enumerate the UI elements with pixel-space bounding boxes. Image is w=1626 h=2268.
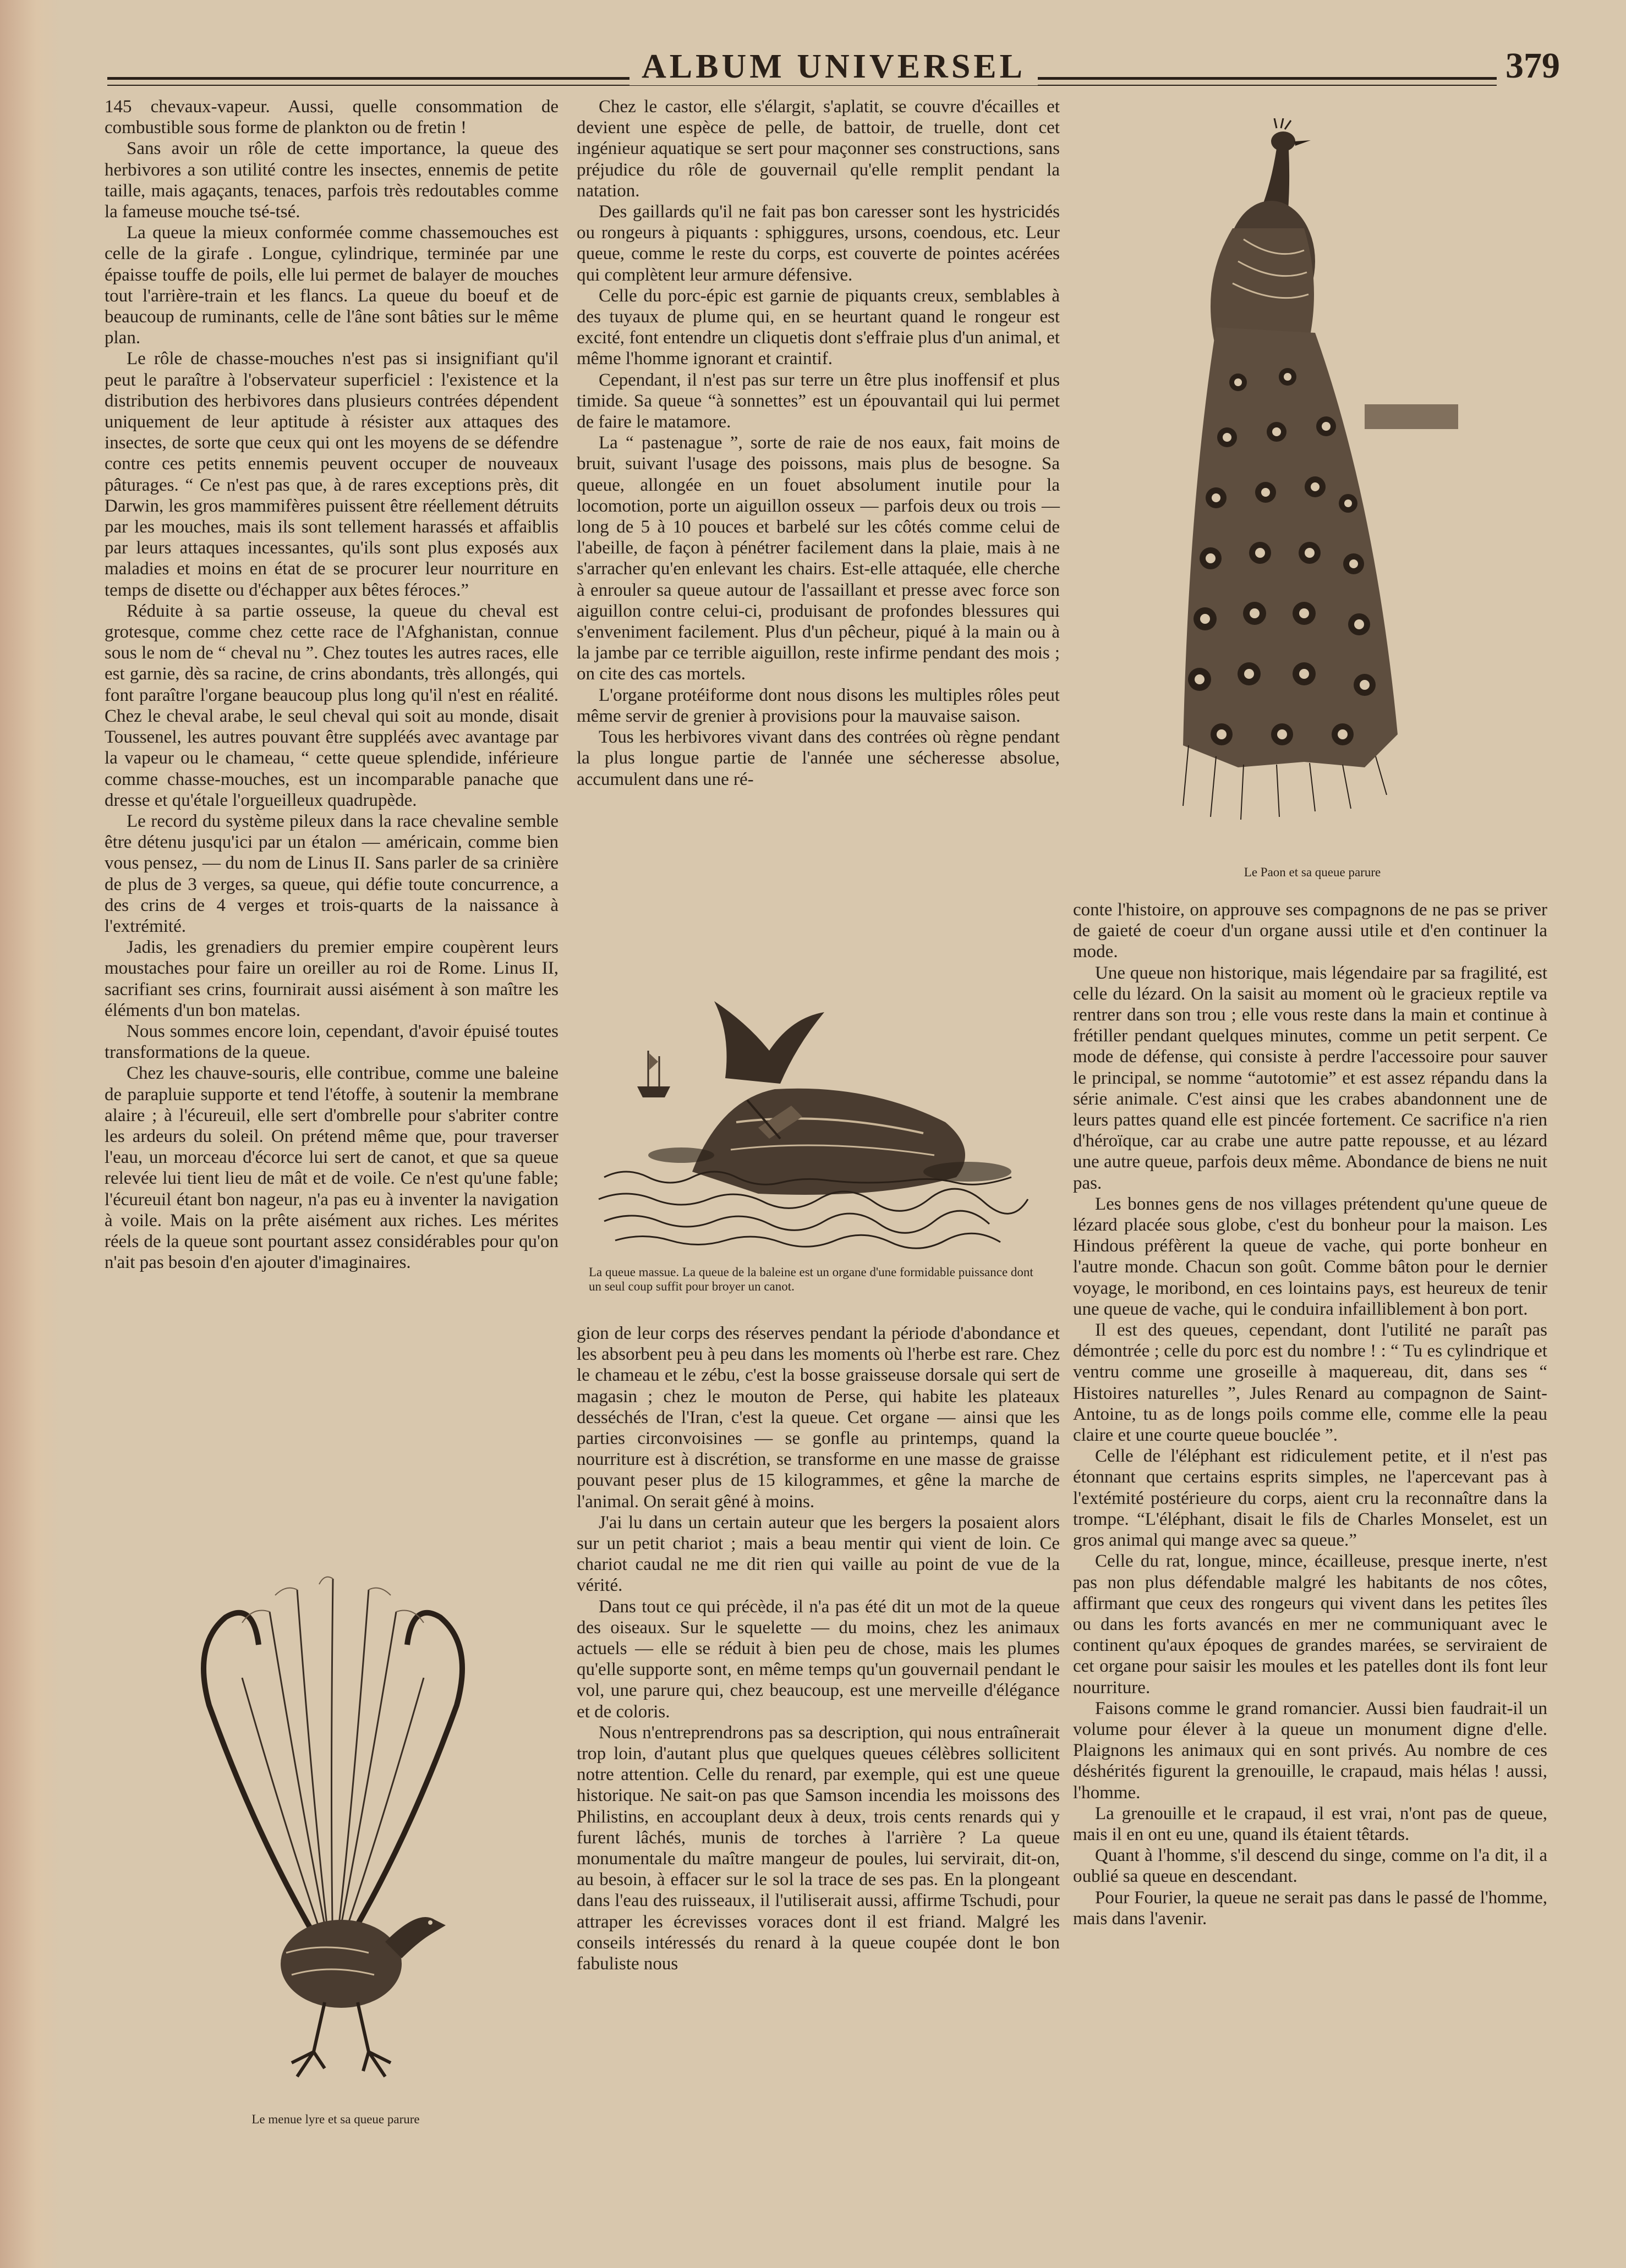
paragraph: Une queue non historique, mais légendaire par sa fragilité, est celle du lézard. On la saisit au moment où le gracieux reptile va rentrer dans son trou ; elle vous reste dans la main et continue à frétiller pendant quelques minutes, comme un petit serpent. Ce mode de défense, qui consiste à perdre l'accessoire pour sauver le principal, se nomme “autotomie” et est assez répandu dans la série animale. C'est ainsi que les crabes abandonnent une de leurs pattes quand elle est pincée fortement. Ce sacrifice n'a rien d'héroïque, car au crabe une autre patte repousse, et au lézard une autre queue, parfois deux même. Abondance de biens ne nuit pas. <box>1073 963 1547 1193</box>
text-column-left <box>105 96 559 1273</box>
paragraph: Faisons comme le grand romancier. Aussi bien faudrait-il un volume pour élever à la queue un monument digne d'elle. Plaignons les animaux qui en sont privés. Au nombre de ces déshérités figurent la grenouille, le crapaud, mais hélas ! aussi, l'homme. <box>1073 1698 1547 1803</box>
paragraph: Cependant, il n'est pas sur terre un être plus inoffensif et plus timide. Sa queue “à sonnettes” est un épouvantail qui lui permet de faire le matamore. <box>577 370 1060 432</box>
lyrebird-illustration <box>160 1568 512 2085</box>
paragraph: Nous n'entreprendrons pas sa description, qui nous entraînerait trop loin, d'autant plus que quelques queues célèbres sollicitent notre attention. Celle du renard, par exemple, qui est une queue historique. Ne sait-on pas que Samson incendia les moissons des Philistins, en accouplant deux à deux, trois cents renards qui y furent lâchés, munis de torches à l'arrière ? La queue monumentale du maître mangeur de poules, lui servirait, dit-on, au besoin, à effacer sur le sol la trace de ses pas. En la plongeant dans l'eau des ruisseaux, il l'utiliserait aussi, affirme Tschudi, pour attraper les écrevisses voraces dont il est friand. Malgré les conseils intéressés du renard à la queue coupée dont le bon fabuliste nous <box>577 1722 1060 1974</box>
paragraph: 145 chevaux-vapeur. Aussi, quelle consommation de combustible sous forme de plankton ou de fretin ! <box>105 97 559 138</box>
paragraph: Chez le castor, elle s'élargit, s'aplatit, se couvre d'écailles et devient une espèce de pelle, de battoir, de truelle, dont cet ingénieur aquatique se sert pour maçonner ses constructions, sans préjudice du rôle de gouvernail qu'elle remplit pendant la natation. <box>577 97 1060 201</box>
paragraph: Les bonnes gens de nos villages prétendent qu'une queue de lézard placée sous globe, c'est du bonheur pour la maison. Les Hindous préfèrent la queue de vache, qui porte bonheur en l'autre monde. Chacun son goût. Comme bâton pour le dernier voyage, le moribond, en ces lointains pays, est heureux de tenir une queue de vache, qui le conduira infailliblement à bon port. <box>1073 1194 1547 1319</box>
paragraph: conte l'histoire, on approuve ses compagnons de ne pas se priver de gaieté de coeur d'un organe aussi utile et d'en continuer la mode. <box>1073 900 1547 962</box>
paragraph: La grenouille et le crapaud, il est vrai, n'ont pas de queue, mais il en ont eu une, quand ils étaient têtards. <box>1073 1803 1547 1844</box>
paragraph: Pour Fourier, la queue ne serait pas dans le passé de l'homme, mais dans l'avenir. <box>1073 1887 1547 1929</box>
paragraph: Il est des queues, cependant, dont l'utilité ne paraît pas démontrée ; celle du porc est du nombre ! : “ Tu es cylindrique et ventru comme une groseille à maquereau, dit, dans ses “ Histoires naturelles ”, Jules Renard au compagnon de Saint-Antoine, tu as de longs poils comme elle, comme elle la peau claire et une courte queue bouclée ”. <box>1073 1320 1547 1446</box>
whale-illustration <box>593 990 1033 1254</box>
whale-caption: La queue massue. La queue de la baleine est un organe d'une formidable puissance dont un seul coup suffit pour broyer un canot. <box>589 1265 1033 1293</box>
paragraph: Chez les chauve-souris, elle contribue, comme une baleine de parapluie supporte et tend l'étoffe, à soutenir la membrane alaire ; à l'écureuil, elle sert d'ombrelle pour s'abriter contre les ardeurs du soleil. On prétend même que, pour traverser l'eau, un morceau d'écorce lui sert de canot, et que sa queue relevée lui tient lieu de mât et de voile. Ce n'est qu'une fable; l'écureuil étant bon nageur, n'a pas eu à inventer la navigation à voile. Mais on la prête aisément aux riches. Les mérites réels de la queue sont pourtant assez considérables pour qu'on n'ait pas besoin d'en ajouter d'imaginaires. <box>105 1063 559 1273</box>
journal-title: ALBUM UNIVERSEL <box>107 47 1560 86</box>
paragraph: Le record du système pileux dans la race chevaline semble être détenu jusqu'ici par un étalon — américain, comme bien vous pensez, — du nom de Linus II. Sans parler de sa crinière de plus de 3 verges, sa queue, qui défie toute concurrence, a des crins de 4 verges et trois-quarts de la naissance à l'extrémité. <box>105 811 559 936</box>
peacock-illustration <box>1167 118 1458 822</box>
paragraph: Celle du rat, longue, mince, écailleuse, presque inerte, n'est pas non plus défendable malgré les habitants de nos côtes, affirmant que ceux des rongeurs qui vivent dans les petites îles ou dans les forts avancés en mer ne communiquant avec le continent qu'aux époques de grandes marées, se serviraient de cet organe pour saisir les moules et les patelles dont ils font leur nourriture. <box>1073 1551 1547 1698</box>
whale-drawing <box>593 990 1033 1254</box>
paragraph: Quant à l'homme, s'il descend du singe, comme on l'a dit, il a oublié sa queue en descendant. <box>1073 1846 1547 1887</box>
paragraph: Nous sommes encore loin, cependant, d'avoir épuisé toutes transformations de la queue. <box>105 1021 559 1063</box>
page-binding-edge <box>0 0 61 2268</box>
page-number: 379 <box>1497 45 1560 87</box>
paragraph: Celle de l'éléphant est ridiculement petite, et il n'est pas étonnant que certains esprits simples, ne l'apercevant pas à l'extémité postérieure du corps, aient cru la reconnaître dans la trompe. “L'éléphant, disait le fils de Charles Monselet, est un gros animal qui mange avec sa queue.” <box>1073 1446 1547 1551</box>
paragraph: Celle du porc-épic est garnie de piquants creux, semblables à des tuyaux de plume qui, en se heurtant quand le rongeur est excité, font entendre un cliquetis dont s'effraie plus d'un animal, et même l'homme ignorant et craintif. <box>577 285 1060 369</box>
paragraph: La queue la mieux conformée comme chassemouches est celle de la girafe . Longue, cylindrique, terminée par une épaisse touffe de poils, elle lui permet de balayer de mouches tout l'arrière-train et les flancs. La queue du boeuf et de beaucoup de ruminants, celle de l'âne sont bâties sur le même plan. <box>105 223 559 348</box>
paragraph: Des gaillards qu'il ne fait pas bon caresser sont les hystricidés ou rongeurs à piquants : sphiggures, ursons, coendous, etc. Leur queue, comme le reste du corps, est couverte de pointes acérées qui complètent leur armure défensive. <box>577 202 1060 285</box>
paragraph: Sans avoir un rôle de cette importance, la queue des herbivores a son utilité contre les insectes, ennemis de petite taille, mais agaçants, tenaces, parfois très redoutables comme la fameuse mouche tsé-tsé. <box>105 139 559 222</box>
paragraph: Jadis, les grenadiers du premier empire coupèrent leurs moustaches pour faire un oreiller au roi de Rome. Linus II, sacrifiant ses crins, fournirait aussi aisément à son maître les éléments d'un bon matelas. <box>105 937 559 1020</box>
paragraph: Réduite à sa partie osseuse, la queue du cheval est grotesque, comme chez cette race de l'Afghanistan, connue sous le nom de “ cheval nu ”. Chez toutes les autres races, elle est garnie, dès sa racine, de crins abondants, très allongés, qui font paraître l'organe beaucoup plus long qu'il n'est en réalité. Chez le cheval arabe, le seul cheval qui soit au monde, disait Toussenel, les autres pouvant être suppléés avec avantage par la vapeur ou le chameau, “ cette queue splendide, inférieure comme chasse-mouches, est un incomparable panache que dresse et qu'étale l'orgueilleux quadrupède. <box>105 601 559 810</box>
text-column-right <box>1073 899 1547 1929</box>
text-column-middle-top <box>577 96 1060 790</box>
lyrebird-caption: Le menue lyre et sa queue parure <box>251 2112 420 2126</box>
peacock-caption: Le Paon et sa queue parure <box>1244 865 1381 879</box>
lyrebird-drawing <box>160 1568 512 2085</box>
paragraph: La “ pastenague ”, sorte de raie de nos eaux, fait moins de bruit, suivant l'usage des poissons, mais plus de besogne. Sa queue, allongée en un fouet absolument inutile pour la locomotion, porte un aiguillon osseux — parfois deux ou trois — long de 5 à 10 pouces et barbelé sur les côtés comme celui de l'abeille, de façon à pénétrer facilement dans la plaie, mais à ne s'arracher qu'en enlevant les chairs. Est-elle attaquée, elle cherche à enrouler sa queue autour de l'assaillant et presse avec force son aiguillon contre celui-ci, produisant de profondes blessures qui s'enveniment facilement. Plus d'un pêcheur, piqué à la main ou à la jambe par ce terrible aiguillon, reste infirme pendant des mois ; on cite des cas mortels. <box>577 433 1060 684</box>
paragraph: gion de leur corps des réserves pendant la période d'abondance et les absorbent peu à peu dans les moments où l'herbe est rare. Chez le chameau et le zébu, c'est la bosse graisseuse dorsale qui sert de magasin ; chez le mouton de Perse, qui habite les plateaux desséchés de l'Iran, c'est la queue. Cet organe — ainsi que les parties circonvoisines — se gonfle au printemps, quand la nourriture est à discrétion, se transforme en une masse de graisse pouvant peser plus de 15 kilogrammes, et gêne la marche de l'animal. On serait gêné à moins. <box>577 1324 1060 1512</box>
peacock-drawing <box>1167 118 1458 822</box>
paragraph: Dans tout ce qui précède, il n'a pas été dit un mot de la queue des oiseaux. Sur le squelette — du moins, chez les animaux actuels — elle se réduit à bien peu de chose, mais les plumes qu'elle supporte sont, en même temps qu'un gouvernail pendant le vol, une parure qui, chez beaucoup, est une merveille d'élégance et de coloris. <box>577 1596 1060 1722</box>
paragraph: Le rôle de chasse-mouches n'est pas si insignifiant qu'il peut le paraître à l'observateur superficiel : l'existence et la distribution des herbivores dans plusieurs contrées dépendent uniquement de leur aptitude à résister aux attaques des insectes, de sorte que ceux qui ont les moyens de se défendre contre ces petits ennemis peuvent occuper de nouveaux pâturages. “ Ce n'est pas que, à de rares exceptions près, dit Darwin, les gros mammifères puissent être réellement détruits par les mouches, mais ils sont tellement harassés et affaiblis par leurs attaques incessantes, qu'ils sont plus exposés aux maladies et moins en état de se procurer leur nourriture en temps de disette ou d'échapper aux bêtes féroces.” <box>105 349 559 600</box>
text-column-middle-bottom <box>577 1323 1060 1974</box>
paragraph: J'ai lu dans un certain auteur que les bergers la posaient alors sur un petit chariot ; mais a beau mentir qui vient de loin. Ce chariot caudal ne me dit rien qui vaille au point de vue de la vérité. <box>577 1512 1060 1596</box>
paragraph: L'organe protéiforme dont nous disons les multiples rôles peut même servir de grenier à provisions pour la mauvaise saison. <box>577 685 1060 726</box>
paragraph: Tous les herbivores vivant dans des contrées où règne pendant la plus longue partie de l'année une sécheresse absolue, accumulent dans une ré- <box>577 727 1060 789</box>
